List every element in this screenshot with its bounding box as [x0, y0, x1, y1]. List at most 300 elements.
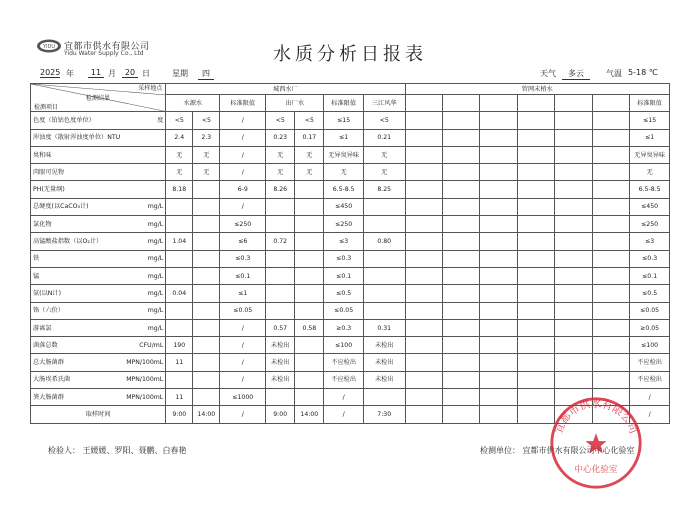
- cell-standard-1: ≤0.05: [220, 302, 266, 319]
- cell-standard-3: ≤3: [630, 233, 670, 250]
- cell-outlet-2: [295, 337, 324, 354]
- table-row: [31, 302, 670, 319]
- cell-empty: [555, 112, 592, 129]
- cell-outlet-1: 0.23: [266, 129, 295, 146]
- cell-standard-1: ≤0.3: [220, 250, 266, 267]
- cell-standard-3: ≤0.5: [630, 285, 670, 302]
- cell-sanjiang: 0.31: [363, 319, 405, 336]
- svg-text:YIDU: YIDU: [42, 44, 56, 50]
- cell-empty: [555, 250, 592, 267]
- cell-empty: [592, 267, 629, 284]
- cell-standard-2: ≤450: [324, 198, 364, 215]
- cell-empty: [517, 371, 554, 388]
- cell-empty: [405, 233, 442, 250]
- item-unit: MPN/100mL: [126, 393, 164, 401]
- cell-sanjiang: 无: [363, 146, 405, 163]
- cell-standard-3: /: [630, 406, 670, 423]
- cell-standard-2: /: [324, 389, 364, 406]
- cell-outlet-1: [266, 250, 295, 267]
- cell-outlet-1: 无: [266, 146, 295, 163]
- header-blank: [442, 95, 479, 112]
- cell-outlet-1: 未检出: [266, 371, 295, 388]
- cell-source-1: [166, 216, 193, 233]
- cell-empty: [405, 302, 442, 319]
- cell-empty: [517, 181, 554, 198]
- cell-empty: [592, 233, 629, 250]
- cell-sanjiang: 7:30: [363, 406, 405, 423]
- table-row: [31, 285, 670, 302]
- diagonal-header-cell: [31, 84, 166, 112]
- item-name: 铬（六价）: [33, 307, 64, 315]
- cell-outlet-2: [295, 198, 324, 215]
- item-unit: CFU/mL: [139, 341, 164, 349]
- cell-sanjiang: [363, 198, 405, 215]
- cell-empty: [480, 164, 517, 181]
- cell-empty: [555, 267, 592, 284]
- cell-source-2: [193, 302, 220, 319]
- cell-empty: [517, 129, 554, 146]
- date-line: [30, 66, 670, 80]
- cell-source-1: 2.4: [166, 129, 193, 146]
- cell-source-2: [193, 389, 220, 406]
- cell-outlet-2: [295, 181, 324, 198]
- cell-empty: [592, 112, 629, 129]
- table-row: [31, 164, 670, 181]
- header-blank: [555, 95, 592, 112]
- cell-source-2: [193, 354, 220, 371]
- cell-empty: [405, 250, 442, 267]
- cell-empty: [405, 198, 442, 215]
- item-name: 肉眼可见物: [33, 168, 64, 176]
- cell-outlet-2: 无: [295, 164, 324, 181]
- cell-source-1: <5: [166, 112, 193, 129]
- cell-empty: [592, 146, 629, 163]
- item-cell: [31, 354, 166, 371]
- item-cell: [31, 164, 166, 181]
- date-day-suffix: 日: [142, 69, 150, 78]
- header-blank: [517, 95, 554, 112]
- cell-standard-2: ≤3: [324, 233, 364, 250]
- cell-source-1: 1.04: [166, 233, 193, 250]
- cell-standard-2: 无异臭异味: [324, 146, 364, 163]
- header-outlet-water: 出厂水: [266, 95, 324, 112]
- cell-empty: [480, 337, 517, 354]
- cell-empty: [592, 129, 629, 146]
- cell-empty: [405, 181, 442, 198]
- cell-source-1: 0.04: [166, 285, 193, 302]
- cell-sanjiang: 0.80: [363, 233, 405, 250]
- cell-outlet-1: 无: [266, 164, 295, 181]
- cell-empty: [555, 146, 592, 163]
- item-unit: mg/L: [147, 272, 164, 280]
- cell-outlet-2: 0.17: [295, 129, 324, 146]
- cell-empty: [405, 285, 442, 302]
- water-quality-table: [30, 83, 670, 424]
- cell-empty: [442, 302, 479, 319]
- cell-source-2: [193, 216, 220, 233]
- cell-empty: [480, 389, 517, 406]
- cell-standard-2: ≤0.3: [324, 250, 364, 267]
- svg-text:宜都市供水有限公司: 宜都市供水有限公司: [552, 397, 640, 436]
- cell-source-1: [166, 198, 193, 215]
- cell-outlet-1: [266, 216, 295, 233]
- cell-empty: [442, 371, 479, 388]
- cell-empty: [592, 181, 629, 198]
- item-unit: 度: [157, 116, 164, 124]
- cell-source-2: 2.3: [193, 129, 220, 146]
- weekday-label: 星期: [172, 69, 188, 78]
- cell-empty: [442, 354, 479, 371]
- cell-source-2: <5: [193, 112, 220, 129]
- item-name: 大肠埃希氏菌: [33, 376, 71, 384]
- cell-source-1: [166, 267, 193, 284]
- cell-empty: [555, 354, 592, 371]
- cell-outlet-1: 0.72: [266, 233, 295, 250]
- cell-outlet-1: 未检出: [266, 354, 295, 371]
- table-row: [31, 337, 670, 354]
- sampling-time-label: 取样时间: [31, 406, 166, 423]
- cell-source-2: [193, 285, 220, 302]
- cell-empty: [480, 233, 517, 250]
- table-row: [31, 250, 670, 267]
- cell-empty: [442, 112, 479, 129]
- cell-empty: [442, 146, 479, 163]
- cell-empty: [442, 285, 479, 302]
- item-cell: [31, 389, 166, 406]
- cell-standard-3: ≤0.3: [630, 250, 670, 267]
- cell-standard-2: /: [324, 406, 364, 423]
- item-cell: [31, 216, 166, 233]
- cell-outlet-1: [266, 302, 295, 319]
- cell-standard-3: 不应检出: [630, 371, 670, 388]
- item-cell: [31, 250, 166, 267]
- cell-empty: [555, 216, 592, 233]
- header-blank: [592, 95, 629, 112]
- cell-empty: [555, 233, 592, 250]
- cell-empty: [405, 164, 442, 181]
- cell-sanjiang: [363, 250, 405, 267]
- cell-empty: [480, 198, 517, 215]
- item-name: 菌落总数: [33, 341, 58, 349]
- inspector-names: 王媛媛、罗阳、聂鹏、白春艳: [82, 446, 187, 455]
- cell-empty: [442, 233, 479, 250]
- cell-standard-2: ≥0.3: [324, 319, 364, 336]
- cell-outlet-2: [295, 302, 324, 319]
- cell-standard-2: ≤15: [324, 112, 364, 129]
- cell-outlet-2: 0.58: [295, 319, 324, 336]
- cell-empty: [442, 198, 479, 215]
- cell-empty: [555, 285, 592, 302]
- cell-standard-2: ≤1: [324, 129, 364, 146]
- cell-outlet-2: [295, 216, 324, 233]
- cell-source-1: [166, 302, 193, 319]
- item-cell: [31, 319, 166, 336]
- cell-standard-1: ≤1: [220, 285, 266, 302]
- cell-empty: [517, 198, 554, 215]
- cell-empty: [555, 337, 592, 354]
- cell-empty: [555, 198, 592, 215]
- cell-empty: [480, 319, 517, 336]
- header-standard: 标准限值: [324, 95, 364, 112]
- header-test-item: 检测项目: [34, 104, 59, 111]
- table-row: [31, 354, 670, 371]
- item-cell: [31, 198, 166, 215]
- item-name: PH(无量纲): [33, 186, 65, 194]
- item-unit: MPN/100mL: [126, 359, 164, 367]
- cell-empty: [405, 146, 442, 163]
- cell-standard-3: 无异臭异味: [630, 146, 670, 163]
- cell-outlet-1: [266, 285, 295, 302]
- cell-standard-3: ≤450: [630, 198, 670, 215]
- cell-empty: [442, 216, 479, 233]
- cell-outlet-2: [295, 389, 324, 406]
- cell-empty: [555, 319, 592, 336]
- cell-standard-1: /: [220, 129, 266, 146]
- cell-source-2: 14:00: [193, 406, 220, 423]
- cell-source-2: 无: [193, 146, 220, 163]
- cell-source-2: [193, 181, 220, 198]
- item-unit: mg/L: [147, 220, 164, 228]
- cell-standard-1: /: [220, 337, 266, 354]
- cell-source-2: [193, 250, 220, 267]
- cell-outlet-1: 9:00: [266, 406, 295, 423]
- item-unit: mg/L: [147, 238, 164, 246]
- cell-standard-2: 不应检出: [324, 354, 364, 371]
- cell-source-2: [193, 233, 220, 250]
- cell-empty: [592, 319, 629, 336]
- cell-source-2: [193, 267, 220, 284]
- item-cell: [31, 285, 166, 302]
- cell-sanjiang: 8.25: [363, 181, 405, 198]
- cell-standard-1: /: [220, 146, 266, 163]
- cell-standard-1: /: [220, 112, 266, 129]
- inspector-label: 检验人：: [48, 446, 80, 455]
- cell-empty: [405, 354, 442, 371]
- date-month: 11: [88, 68, 104, 78]
- cell-sanjiang: 无: [363, 164, 405, 181]
- item-name: 总硬度(以CaCO₃计): [33, 203, 89, 211]
- cell-empty: [442, 267, 479, 284]
- cell-empty: [442, 319, 479, 336]
- cell-source-1: 9:00: [166, 406, 193, 423]
- cell-empty: [517, 112, 554, 129]
- cell-source-1: [166, 371, 193, 388]
- cell-standard-2: 6.5-8.5: [324, 181, 364, 198]
- cell-standard-1: ≤0.1: [220, 267, 266, 284]
- cell-empty: [480, 129, 517, 146]
- cell-empty: [480, 112, 517, 129]
- cell-standard-3: ≤250: [630, 216, 670, 233]
- header-plant: 城西水厂: [166, 84, 405, 95]
- item-cell: [31, 233, 166, 250]
- cell-empty: [555, 129, 592, 146]
- cell-sanjiang: 未检出: [363, 337, 405, 354]
- cell-outlet-1: 8.26: [266, 181, 295, 198]
- official-seal-icon: [548, 395, 644, 491]
- date-month-suffix: 月: [108, 69, 116, 78]
- cell-empty: [442, 389, 479, 406]
- item-cell: [31, 337, 166, 354]
- cell-standard-1: /: [220, 164, 266, 181]
- cell-empty: [480, 371, 517, 388]
- temperature-label: 气温: [606, 69, 622, 78]
- weather-value: 多云: [562, 68, 590, 80]
- header-standard: 标准限值: [630, 95, 670, 112]
- cell-empty: [592, 198, 629, 215]
- table-row: [31, 112, 670, 129]
- item-name: 氨(以N计): [33, 289, 62, 297]
- cell-empty: [555, 181, 592, 198]
- cell-source-1: 8.18: [166, 181, 193, 198]
- header-network: 管网末梢水: [405, 84, 669, 95]
- cell-empty: [442, 250, 479, 267]
- table-row: [31, 146, 670, 163]
- item-name: 总大肠菌群: [33, 359, 64, 367]
- cell-empty: [555, 302, 592, 319]
- item-unit: mg/L: [147, 307, 164, 315]
- item-cell: [31, 181, 166, 198]
- cell-outlet-1: [266, 389, 295, 406]
- cell-empty: [405, 216, 442, 233]
- cell-source-1: [166, 250, 193, 267]
- cell-standard-2: ≤100: [324, 337, 364, 354]
- header-blank: [405, 95, 442, 112]
- cell-standard-2: ≤250: [324, 216, 364, 233]
- item-unit: mg/L: [147, 289, 164, 297]
- cell-source-1: 190: [166, 337, 193, 354]
- cell-empty: [517, 285, 554, 302]
- table-row: [31, 181, 670, 198]
- cell-standard-3: ≤100: [630, 337, 670, 354]
- cell-source-2: [193, 371, 220, 388]
- cell-empty: [480, 146, 517, 163]
- cell-empty: [517, 267, 554, 284]
- cell-empty: [592, 337, 629, 354]
- cell-source-1: 11: [166, 389, 193, 406]
- date-year-suffix: 年: [66, 69, 74, 78]
- inspector-line: [48, 445, 187, 456]
- weather-label: 天气: [540, 69, 556, 78]
- cell-outlet-2: [295, 267, 324, 284]
- cell-standard-2: 不应检出: [324, 371, 364, 388]
- cell-source-2: 无: [193, 164, 220, 181]
- lab-label: 检测单位：: [480, 446, 520, 455]
- cell-standard-3: ≤0.1: [630, 267, 670, 284]
- item-name: 铁: [33, 255, 40, 263]
- item-name: 游离氯: [33, 324, 52, 332]
- cell-outlet-2: [295, 371, 324, 388]
- cell-empty: [517, 164, 554, 181]
- cell-standard-3: ≤0.05: [630, 302, 670, 319]
- cell-standard-2: ≤0.05: [324, 302, 364, 319]
- table-row: [31, 319, 670, 336]
- item-name: 臭和味: [33, 151, 52, 159]
- cell-empty: [405, 112, 442, 129]
- table-row: [31, 233, 670, 250]
- cell-standard-1: /: [220, 319, 266, 336]
- item-name: 粪大肠菌群: [33, 393, 64, 401]
- cell-sanjiang: <5: [363, 112, 405, 129]
- header-sampling-site: 采样地点: [138, 85, 163, 92]
- cell-standard-1: ≤1000: [220, 389, 266, 406]
- item-unit: MPN/100mL: [126, 376, 164, 384]
- cell-empty: [480, 354, 517, 371]
- item-cell: [31, 371, 166, 388]
- cell-empty: [592, 285, 629, 302]
- item-unit: mg/L: [147, 255, 164, 263]
- cell-outlet-2: [295, 285, 324, 302]
- cell-sanjiang: [363, 389, 405, 406]
- cell-empty: [517, 250, 554, 267]
- cell-empty: [442, 181, 479, 198]
- header-test-result: 检测结果: [86, 95, 111, 102]
- cell-empty: [592, 371, 629, 388]
- cell-empty: [405, 337, 442, 354]
- cell-outlet-2: 14:00: [295, 406, 324, 423]
- svg-text:中心化验室: 中心化验室: [574, 464, 618, 475]
- temperature-value: 5-18 ℃: [628, 68, 658, 77]
- item-unit: mg/L: [147, 324, 164, 332]
- cell-standard-3: ≤15: [630, 112, 670, 129]
- cell-standard-3: /: [630, 389, 670, 406]
- cell-empty: [480, 216, 517, 233]
- cell-standard-1: /: [220, 406, 266, 423]
- cell-sanjiang: [363, 216, 405, 233]
- item-name: 浑浊度（散射浑浊度单位）NTU: [33, 134, 121, 142]
- cell-standard-3: 6.5-8.5: [630, 181, 670, 198]
- cell-sanjiang: 未检出: [363, 371, 405, 388]
- table-row: [31, 216, 670, 233]
- cell-standard-1: 6-9: [220, 181, 266, 198]
- item-cell: [31, 129, 166, 146]
- date-day: 20: [122, 68, 138, 78]
- item-cell: [31, 302, 166, 319]
- cell-outlet-2: 无: [295, 146, 324, 163]
- cell-empty: [517, 302, 554, 319]
- header-standard: 标准限值: [220, 95, 266, 112]
- cell-source-1: [166, 319, 193, 336]
- cell-source-1: 无: [166, 164, 193, 181]
- cell-empty: [517, 354, 554, 371]
- cell-sanjiang: 0.21: [363, 129, 405, 146]
- cell-standard-3: 无: [630, 164, 670, 181]
- cell-outlet-2: [295, 233, 324, 250]
- cell-standard-1: /: [220, 198, 266, 215]
- cell-standard-1: /: [220, 371, 266, 388]
- cell-empty: [517, 216, 554, 233]
- cell-empty: [442, 129, 479, 146]
- cell-empty: [442, 164, 479, 181]
- cell-outlet-1: 未检出: [266, 337, 295, 354]
- item-name: 高锰酸盐指数（以O₂计）: [33, 238, 103, 246]
- item-name: 锰: [33, 272, 40, 280]
- cell-sanjiang: [363, 285, 405, 302]
- table-row: [31, 371, 670, 388]
- cell-outlet-1: 0.57: [266, 319, 295, 336]
- table-row: [31, 129, 670, 146]
- cell-source-1: 11: [166, 354, 193, 371]
- cell-outlet-2: [295, 250, 324, 267]
- cell-empty: [517, 337, 554, 354]
- company-name: 宜都市供水有限公司: [64, 42, 150, 52]
- item-name: 氯化物: [33, 220, 52, 228]
- cell-empty: [480, 250, 517, 267]
- cell-empty: [405, 319, 442, 336]
- cell-source-2: [193, 337, 220, 354]
- cell-standard-2: ≤0.1: [324, 267, 364, 284]
- cell-empty: [405, 389, 442, 406]
- cell-standard-1: /: [220, 354, 266, 371]
